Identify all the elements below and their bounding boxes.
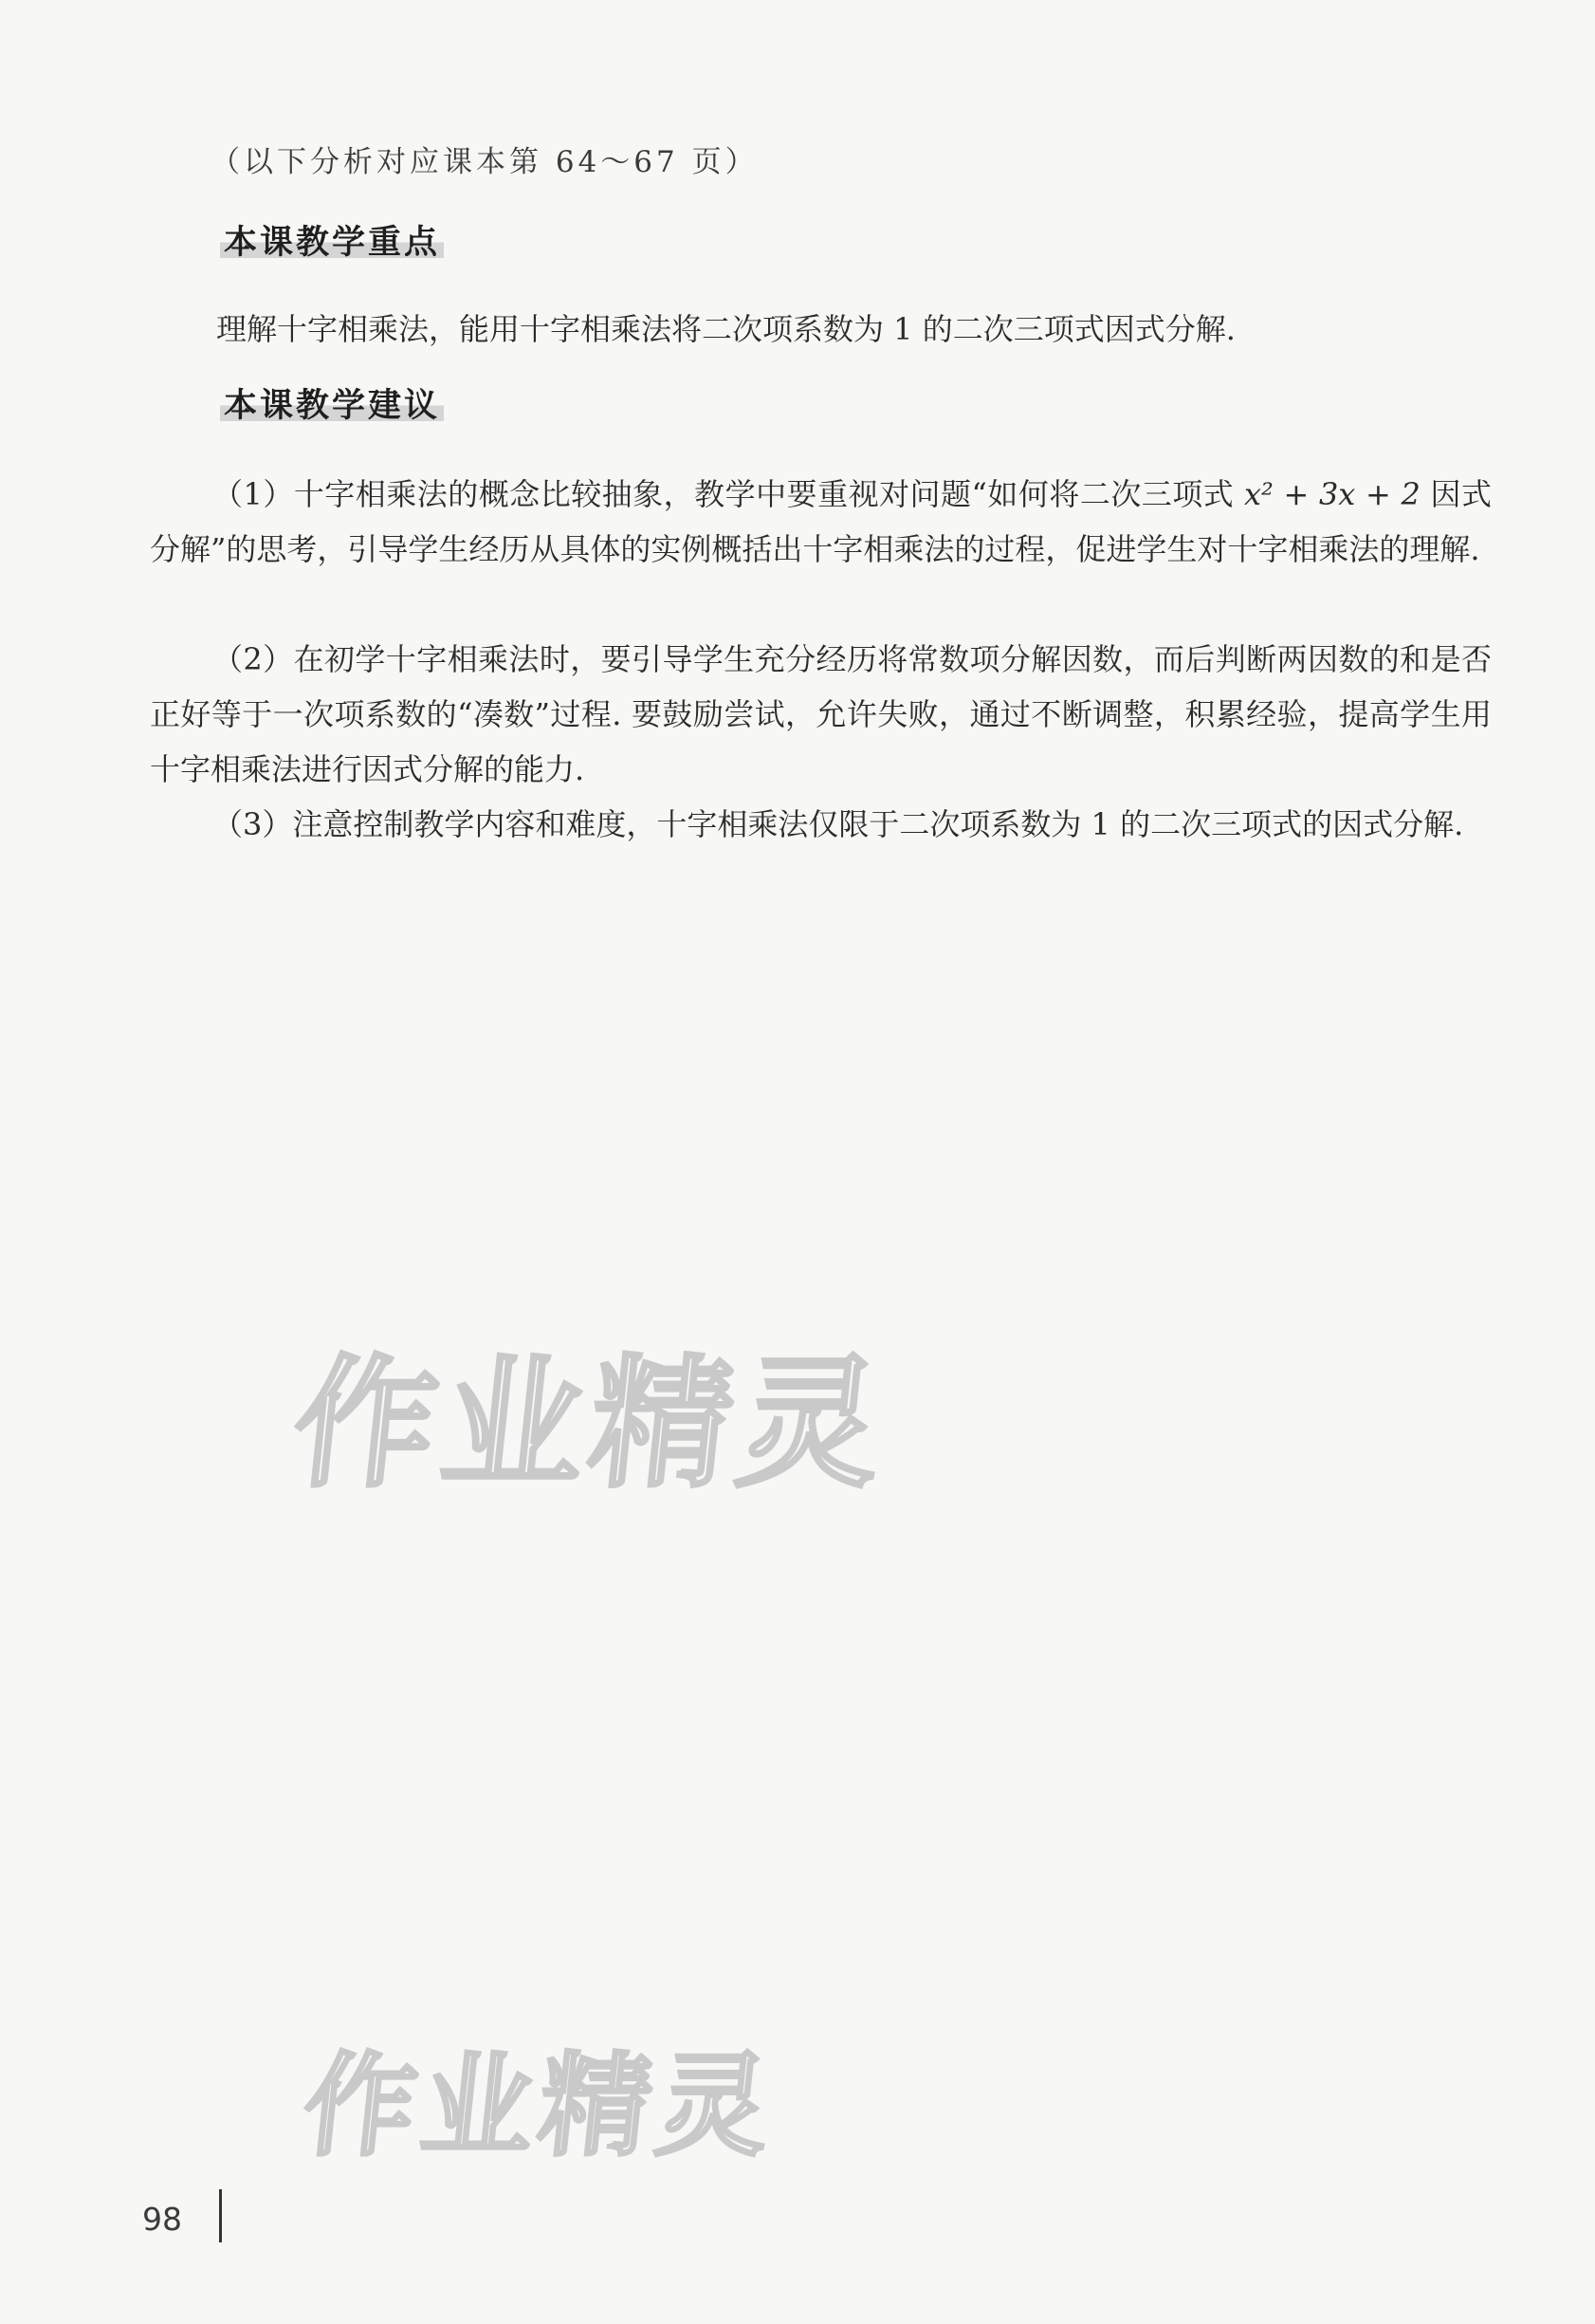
suggestion-item-3: （3）注意控制教学内容和难度，十字相乘法仅限于二次项系数为 1 的二次三项式的因式分解. bbox=[212, 806, 1464, 842]
quadratic-expression: x² + 3x + 2 bbox=[1243, 476, 1421, 512]
suggestion-item-2: （2）在初学十字相乘法时，要引导学生充分经历将常数项分解因数，而后判断两因数的和是否正好等于一次项系数的“凑数”过程. 要鼓励尝试，允许失败，通过不断调整，积累经验，提高学生用十字相乘法进行因式分解的能力. bbox=[150, 641, 1492, 787]
page-number-rule bbox=[219, 2189, 222, 2242]
watermark-upper: 作业精灵 bbox=[285, 1342, 895, 1507]
suggestion-1-text-b: 因式分解”的思考，引导学生经历从具体的实例概括出十字相乘法的过程，促进学生对十字相乘法的理解. bbox=[150, 476, 1492, 567]
suggestions-heading: 本课教学建议 bbox=[220, 379, 444, 427]
suggestion-1-text-a: （1）十字相乘法的概念比较抽象，教学中要重视对问题“如何将二次三项式 bbox=[212, 476, 1244, 512]
page-number: 98 bbox=[142, 2201, 182, 2238]
key-points-text: 理解十字相乘法，能用十字相乘法将二次项系数为 1 的二次三项式因式分解. bbox=[216, 311, 1236, 347]
textbook-page-note: （以下分析对应课本第 64～67 页） bbox=[211, 145, 759, 179]
watermark-lower: 作业精灵 bbox=[297, 2040, 782, 2171]
key-points-heading: 本课教学重点 bbox=[220, 216, 444, 264]
suggestion-item-1 bbox=[150, 467, 1492, 577]
